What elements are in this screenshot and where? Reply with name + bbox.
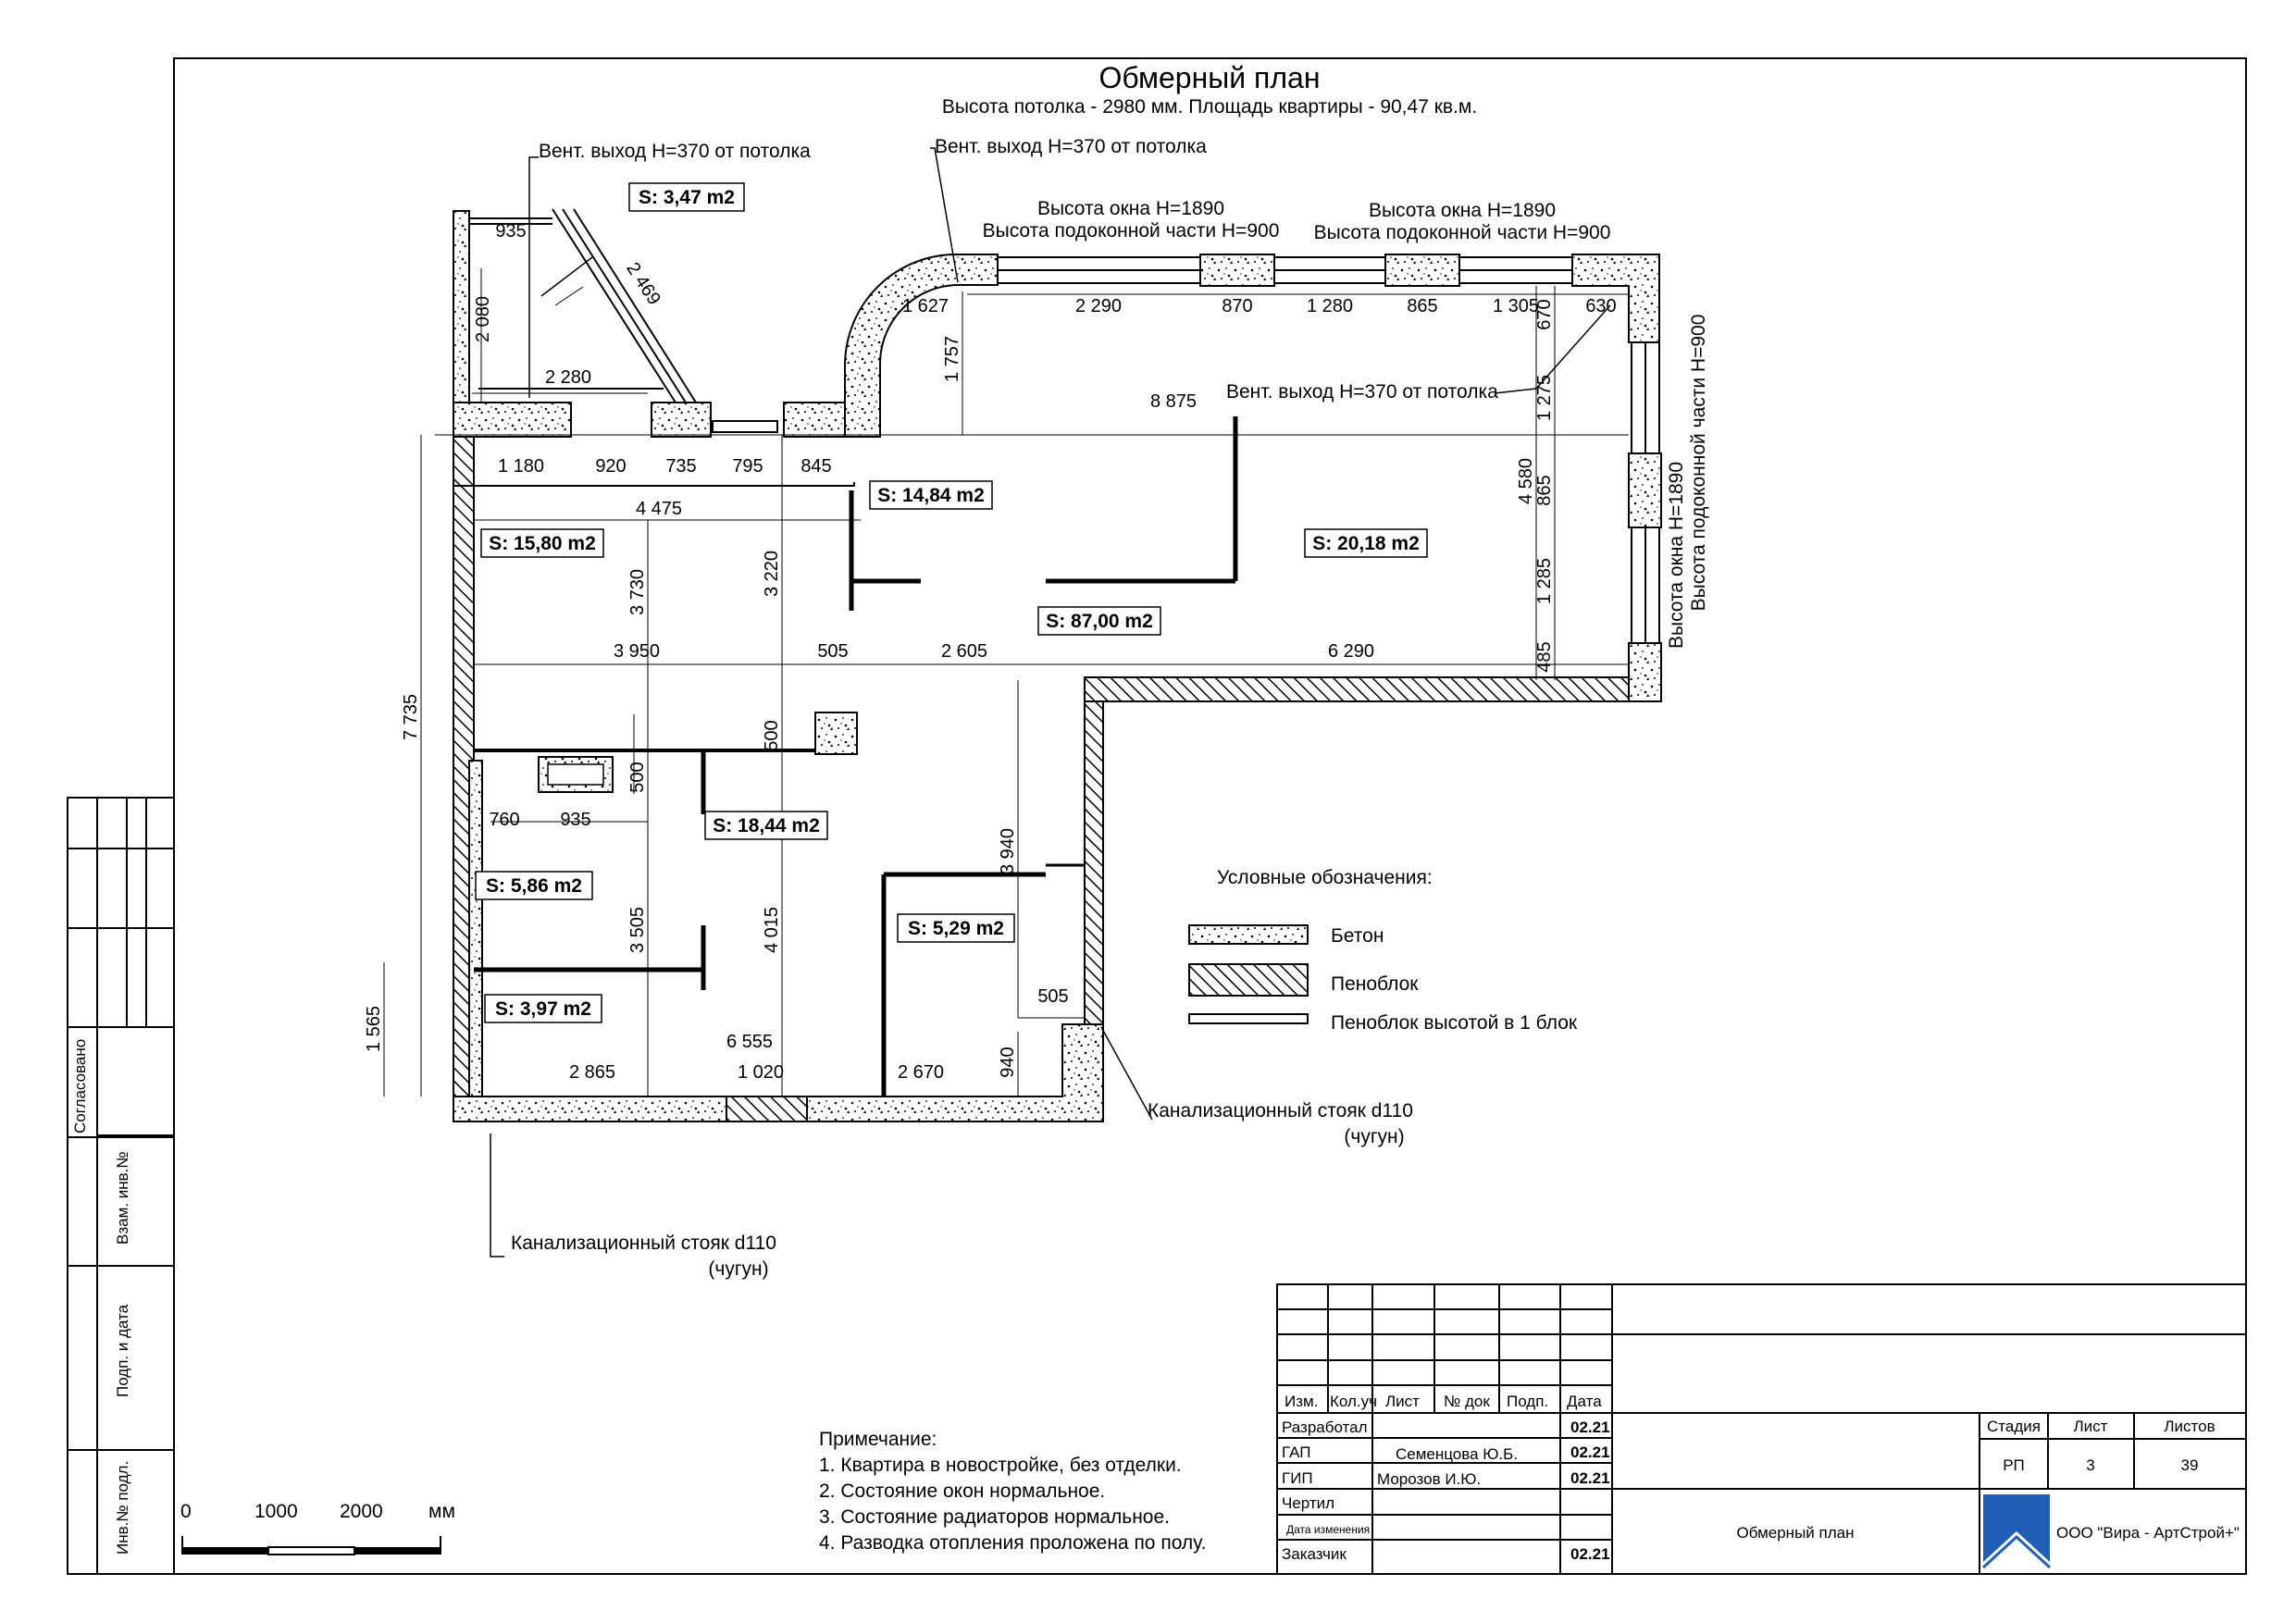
- stamp-inv-orig: Инв.№ подл.: [114, 1460, 131, 1555]
- dim-1275: 1 275: [1534, 374, 1555, 422]
- dim-8875: 8 875: [1149, 391, 1198, 412]
- dim-1305: 1 305: [1492, 296, 1540, 316]
- tb-gip: ГИП: [1282, 1469, 1313, 1487]
- dim-2469: 2 469: [622, 258, 664, 309]
- dim-670: 670: [1534, 299, 1555, 330]
- legend-swatch-foam-one: [1189, 1014, 1308, 1023]
- tb-date: 02.21: [1570, 1419, 1610, 1436]
- dim-1565: 1 565: [364, 1005, 384, 1053]
- tb-stage-header: Стадия: [1987, 1418, 2041, 1435]
- dim-2865: 2 865: [568, 1062, 616, 1083]
- tb-company: ООО "Вира - АртСтрой+": [2056, 1524, 2240, 1542]
- riser-note: Канализационный стояк d110: [511, 1233, 776, 1254]
- legend-swatch-foam: [1189, 964, 1308, 996]
- legend-swatch-concrete: [1189, 925, 1308, 944]
- stamp-sign-date: Подп. и дата: [114, 1304, 131, 1397]
- dim-505a: 505: [817, 641, 849, 662]
- dim-2670: 2 670: [897, 1062, 945, 1083]
- dim-6290: 6 290: [1327, 641, 1375, 662]
- tb-header-list: Лист: [1385, 1393, 1420, 1410]
- dim-3505: 3 505: [627, 906, 648, 954]
- scale-bar: [180, 1501, 455, 1555]
- dim-760: 760: [489, 810, 520, 830]
- room-area: S: 5,86 m2: [486, 875, 582, 897]
- window-sill-note: Высота подоконной части H=900: [1688, 314, 1709, 612]
- notes: [819, 1429, 1206, 1554]
- dim-1757: 1 757: [942, 335, 962, 383]
- dim-3220: 3 220: [762, 550, 782, 598]
- tb-header-kol: Кол.уч: [1330, 1393, 1377, 1410]
- tb-date: 02.21: [1570, 1443, 1610, 1461]
- window-height-note: Высота окна H=1890: [1666, 461, 1687, 650]
- dim-6555: 6 555: [726, 1032, 774, 1052]
- dim-2605: 2 605: [940, 641, 988, 662]
- dim-2280: 2 280: [544, 367, 592, 388]
- scale-1000: 1000: [254, 1501, 298, 1522]
- riser-note: (чугун): [1344, 1126, 1405, 1147]
- dim-7735: 7 735: [401, 693, 421, 741]
- scale-0: 0: [180, 1501, 192, 1522]
- tb-sheet-title: Обмерный план: [1736, 1524, 1855, 1542]
- dim-4475: 4 475: [635, 499, 683, 519]
- dim-795: 795: [732, 456, 763, 477]
- dim-1280: 1 280: [1306, 296, 1354, 316]
- dim-870: 870: [1222, 296, 1253, 316]
- tb-sheet: 3: [2086, 1456, 2095, 1474]
- dim-1020: 1 020: [737, 1062, 785, 1083]
- tb-change-date: Дата изменения: [1286, 1523, 1371, 1536]
- title-block-text: [1282, 1393, 2240, 1563]
- tb-sheet-header: Лист: [2073, 1418, 2108, 1435]
- legend-concrete: Бетон: [1331, 925, 1384, 947]
- window-height-note: Высота окна H=1890: [1036, 198, 1225, 219]
- tb-date: 02.21: [1570, 1545, 1610, 1563]
- dim-1180: 1 180: [497, 456, 545, 477]
- dim-845: 845: [800, 456, 832, 477]
- dim-3950: 3 950: [613, 641, 661, 662]
- note-item: 3. Состояние радиаторов нормальное.: [819, 1506, 1170, 1528]
- tb-sheets-header: Листов: [2164, 1418, 2215, 1435]
- scale-unit: мм: [428, 1501, 455, 1522]
- room-area: S: 5,29 m2: [908, 918, 1004, 939]
- dim-630: 630: [1585, 296, 1617, 316]
- dim-940: 940: [998, 1047, 1018, 1078]
- vent-note: Вент. выход H=370 от потолка: [935, 136, 1207, 157]
- dim-735: 735: [665, 456, 697, 477]
- tb-customer: Заказчик: [1282, 1545, 1347, 1563]
- dim-1285: 1 285: [1534, 557, 1555, 605]
- dim-4015: 4 015: [762, 906, 782, 954]
- tb-header-izm: Изм.: [1285, 1393, 1319, 1410]
- legend: [1189, 867, 1578, 1034]
- tb-chertil: Чертил: [1282, 1494, 1335, 1512]
- page-subtitle: Высота потолка - 2980 мм. Площадь квартиры - 90,47 кв.м.: [941, 96, 1478, 118]
- dim-865: 865: [1407, 296, 1438, 316]
- window-height-note: Высота окна H=1890: [1368, 200, 1557, 221]
- room-area: S: 14,84 m2: [877, 485, 985, 506]
- legend-foam-block: Пеноблок: [1331, 973, 1419, 995]
- legend-title: Условные обозначения:: [1217, 867, 1433, 888]
- scale-2000: 2000: [340, 1501, 383, 1522]
- room-area: S: 3,47 m2: [639, 187, 735, 208]
- dim-935: 935: [495, 221, 527, 242]
- riser-note: (чугун): [708, 1258, 769, 1280]
- tb-header-doc: № док: [1444, 1393, 1490, 1410]
- tb-gap-name: Семенцова Ю.Б.: [1396, 1445, 1519, 1463]
- riser-note: Канализационный стояк d110: [1148, 1100, 1413, 1121]
- dim-500b: 500: [627, 762, 648, 793]
- window-sill-note: Высота подоконной части H=900: [982, 220, 1280, 242]
- tb-date: 02.21: [1570, 1469, 1610, 1487]
- dim-3730: 3 730: [627, 568, 648, 616]
- tb-header-sign: Подп.: [1507, 1393, 1549, 1410]
- dim-485: 485: [1534, 641, 1555, 673]
- room-area: S: 18,44 m2: [713, 815, 820, 836]
- tb-gap: ГАП: [1282, 1443, 1311, 1461]
- vent-note: Вент. выход H=370 от потолка: [1226, 381, 1498, 403]
- room-labels: [476, 183, 1427, 1022]
- page-title: Обмерный план: [1098, 61, 1321, 94]
- note-item: 1. Квартира в новостройке, без отделки.: [819, 1455, 1182, 1476]
- note-item: 2. Состояние окон нормальное.: [819, 1481, 1106, 1502]
- dim-920: 920: [595, 456, 627, 477]
- dim-3940: 3 940: [998, 827, 1018, 875]
- dim-505b: 505: [1037, 986, 1069, 1007]
- tb-sheets: 39: [2180, 1456, 2199, 1474]
- tb-header-date: Дата: [1567, 1393, 1602, 1410]
- room-area: S: 3,97 m2: [495, 998, 591, 1020]
- note-item: 4. Разводка отопления проложена по полу.: [819, 1532, 1207, 1554]
- company-logo-icon: [1983, 1494, 2050, 1567]
- dim-2290: 2 290: [1074, 296, 1123, 316]
- room-area: S: 87,00 m2: [1046, 611, 1153, 632]
- stamp-inv-replace: Взам. инв.№: [114, 1151, 131, 1245]
- dim-4580: 4 580: [1516, 457, 1536, 505]
- dim-1627: 1 627: [901, 296, 949, 316]
- window-sill-note: Высота подоконной части H=900: [1313, 222, 1611, 243]
- dim-935b: 935: [560, 810, 591, 830]
- tb-razrabotal: Разработал: [1282, 1419, 1368, 1436]
- dim-500a: 500: [762, 720, 782, 751]
- dim-865b: 865: [1534, 475, 1555, 506]
- vent-note: Вент. выход H=370 от потолка: [539, 141, 811, 162]
- legend-foam-block-one: Пеноблок высотой в 1 блок: [1331, 1012, 1578, 1034]
- tb-stage: РП: [2003, 1456, 2025, 1474]
- room-area: S: 15,80 m2: [489, 533, 596, 554]
- room-area: S: 20,18 m2: [1312, 533, 1420, 554]
- stamp-agreed: Согласовано: [71, 1038, 89, 1134]
- dim-2080: 2 080: [473, 295, 493, 343]
- notes-title: Примечание:: [819, 1429, 937, 1450]
- tb-gip-name: Морозов И.Ю.: [1377, 1470, 1482, 1488]
- dimension-labels: [364, 221, 1617, 1083]
